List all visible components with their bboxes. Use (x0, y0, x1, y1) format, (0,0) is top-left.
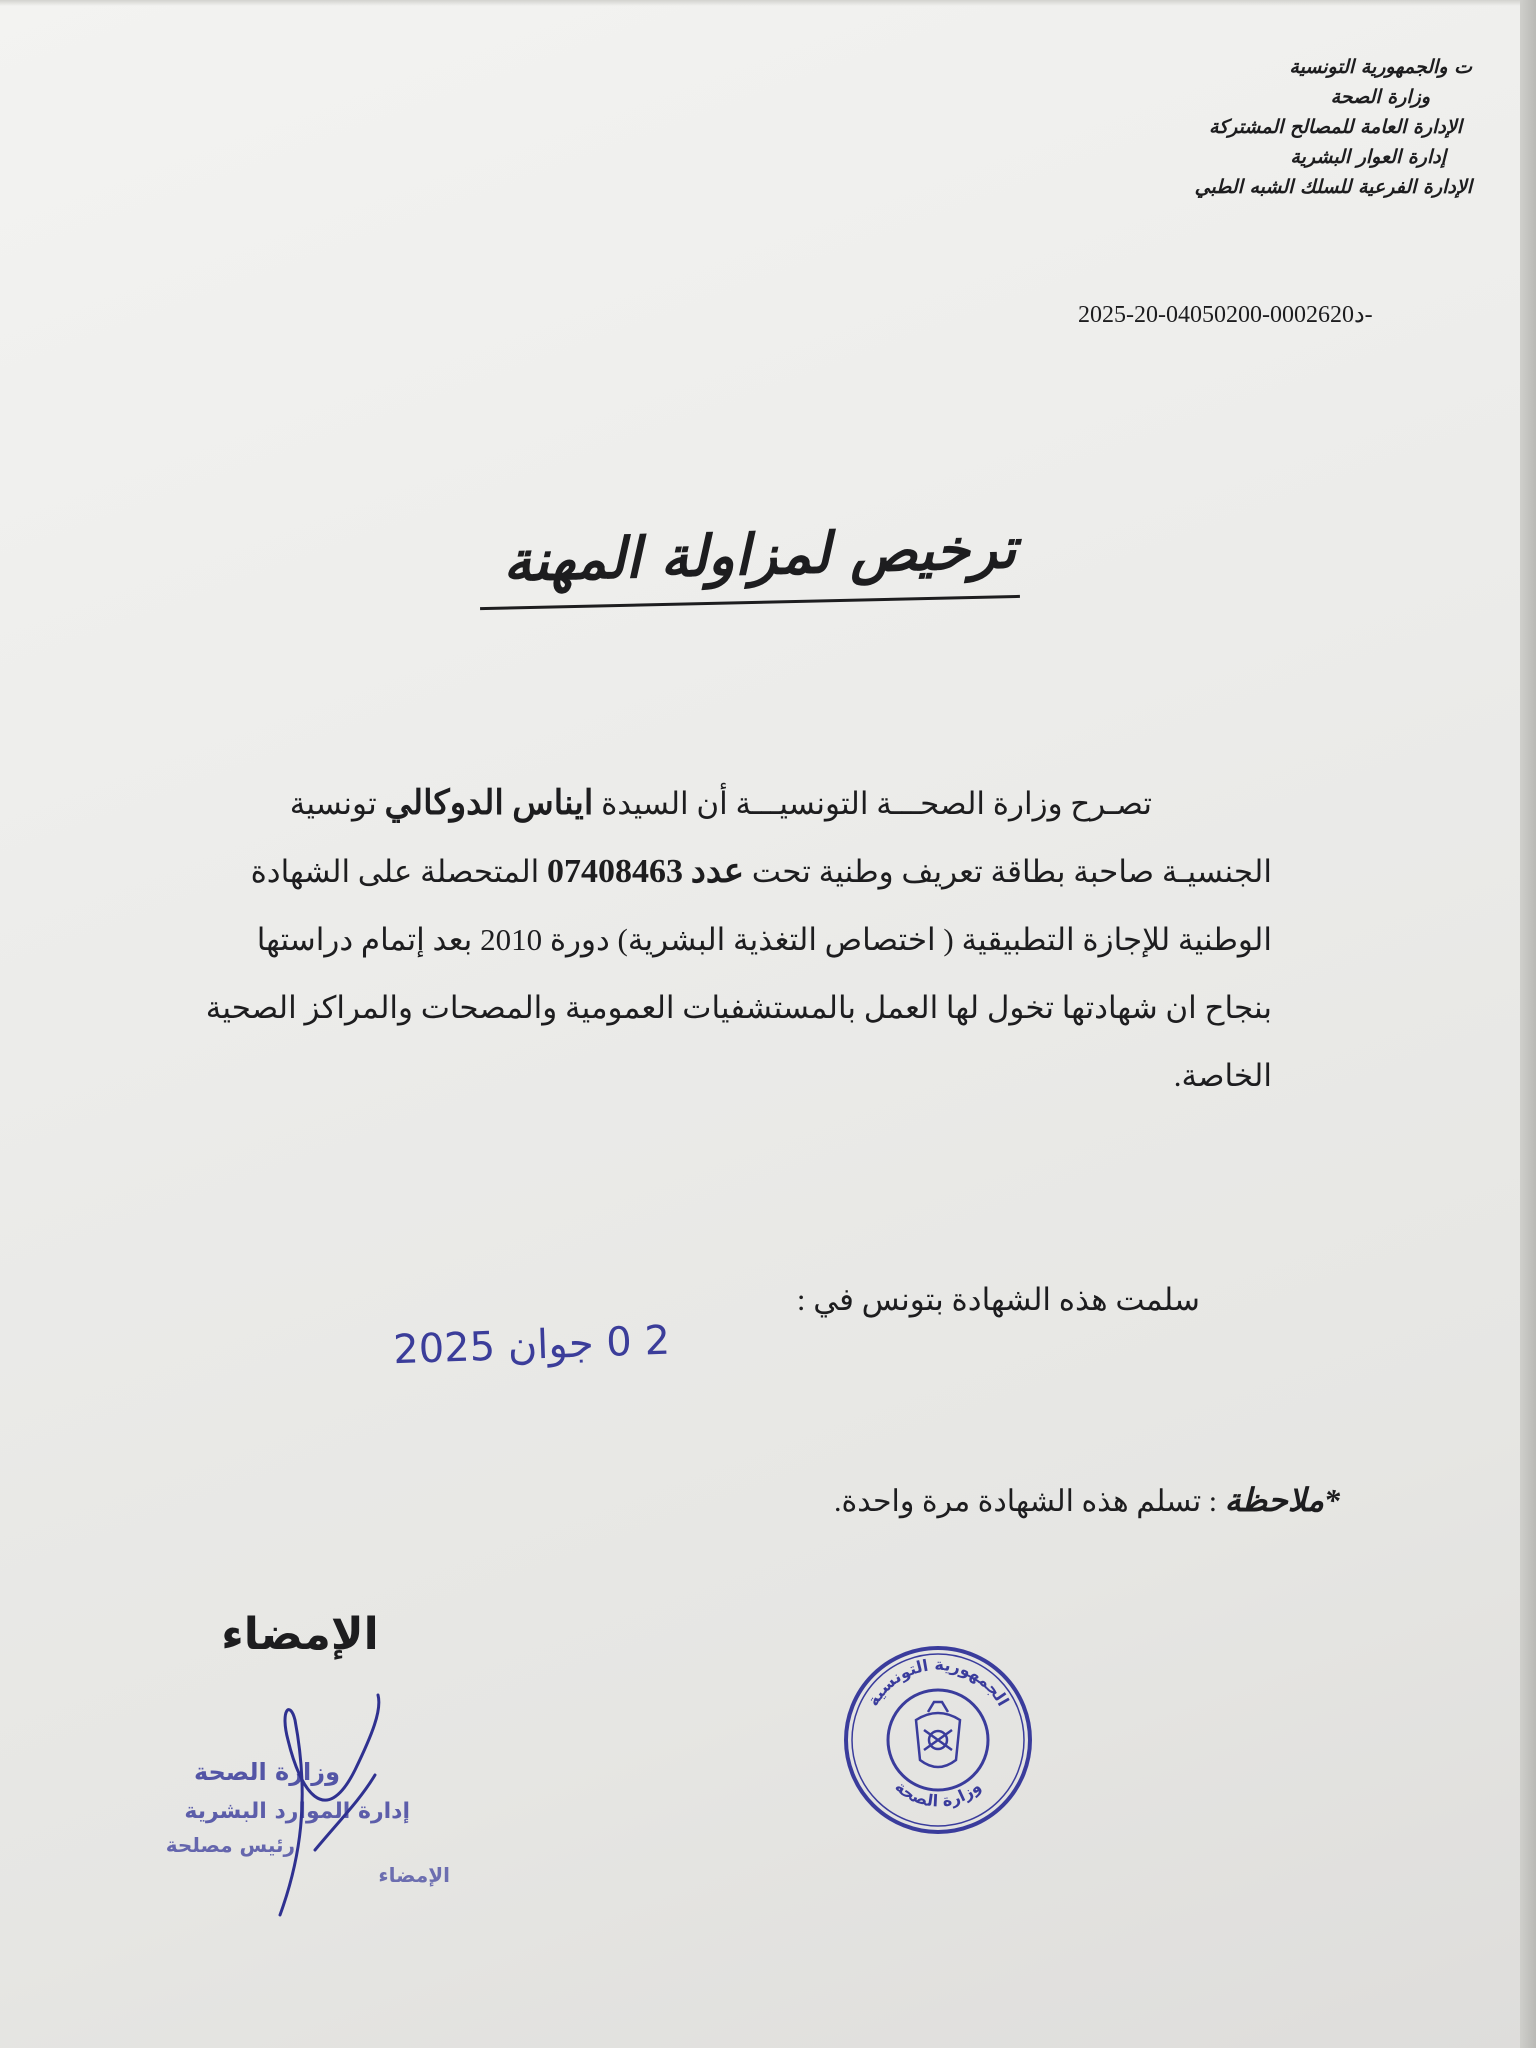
certificate-body (82, 770, 1272, 1110)
date-year: 2025 (392, 1323, 496, 1374)
date-month: جوان (506, 1320, 595, 1370)
sign-stamp-line: رئيس مصلحة (165, 1833, 295, 1857)
sign-stamp-line: إدارة الموارد البشرية (184, 1799, 410, 1824)
reference-number (1078, 298, 1448, 332)
body-line-5: الخاصة. (1173, 1058, 1272, 1093)
note (740, 1470, 1340, 1530)
seal-text-bottom: وزارة الصحة (891, 1776, 985, 1811)
signature-label: الإمضاء (221, 1609, 379, 1660)
letterhead-line: الإدارة العامة للمصالح المشتركة (1208, 116, 1462, 138)
sign-stamp-line: الإمضاء (378, 1863, 450, 1887)
document-title: ترخيص لمزاولة المهنة (502, 515, 1018, 595)
paper-edge-right (1520, 0, 1536, 2048)
delivery-statement: سلمت هذه الشهادة بتونس في : (796, 1282, 1200, 1317)
letterhead-line: وزارة الصحة (1330, 86, 1430, 108)
sign-stamp-line: وزارة الصحة (193, 1758, 340, 1786)
body-line-3: الوطنية للإجازة التطبيقية ( اختصاص التغذية البشرية) دورة 2010 بعد إتمام دراستها (256, 922, 1272, 957)
body-text: المتحصلة على الشهادة (250, 854, 540, 889)
date-day: 2 0 (605, 1317, 671, 1366)
seal-text-top: الجمهورية التونسية (863, 1654, 1013, 1710)
signature-stamp-text (166, 1758, 450, 1887)
note-text: : تسلم هذه الشهادة مرة واحدة. (833, 1485, 1225, 1518)
letterhead-line: إدارة العوار البشرية (1290, 146, 1446, 168)
letterhead (1052, 52, 1472, 202)
body-line-1 (82, 770, 1272, 838)
official-seal-stamp (838, 1640, 1038, 1840)
handwritten-date (392, 1306, 671, 1385)
body-line-4: بنجاح ان شهادتها تخول لها العمل بالمستشفيات العمومية والمصحات والمراكز الصحية (205, 990, 1272, 1025)
seal-emblem (916, 1702, 960, 1767)
id-number: 07408463 (547, 853, 684, 890)
reference-prefix: د- (1353, 302, 1373, 328)
letterhead-line: ت والجمهورية التونسية (1289, 56, 1472, 78)
person-name: ايناس الدوكالي (384, 785, 594, 822)
paper-edge-top (0, 0, 1536, 6)
body-text: تصـرح وزارة الصحـــة التونسيـــة أن السيدة (601, 786, 1152, 821)
signature-stamp (110, 1680, 490, 1930)
letterhead-line: الإدارة الفرعية للسلك الشبه الطبي (1194, 176, 1472, 198)
note-label: *ملاحظة (1224, 1482, 1340, 1518)
body-text: تونسية (289, 786, 377, 821)
body-line-2 (82, 838, 1272, 906)
reference-number-value: 2025-20-04050200-0002620 (1078, 302, 1354, 328)
body-text: الجنسيـة صاحبة بطاقة تعريف وطنية تحت (751, 854, 1272, 889)
document-title-block (480, 515, 1040, 610)
id-label: عدد (690, 853, 745, 890)
